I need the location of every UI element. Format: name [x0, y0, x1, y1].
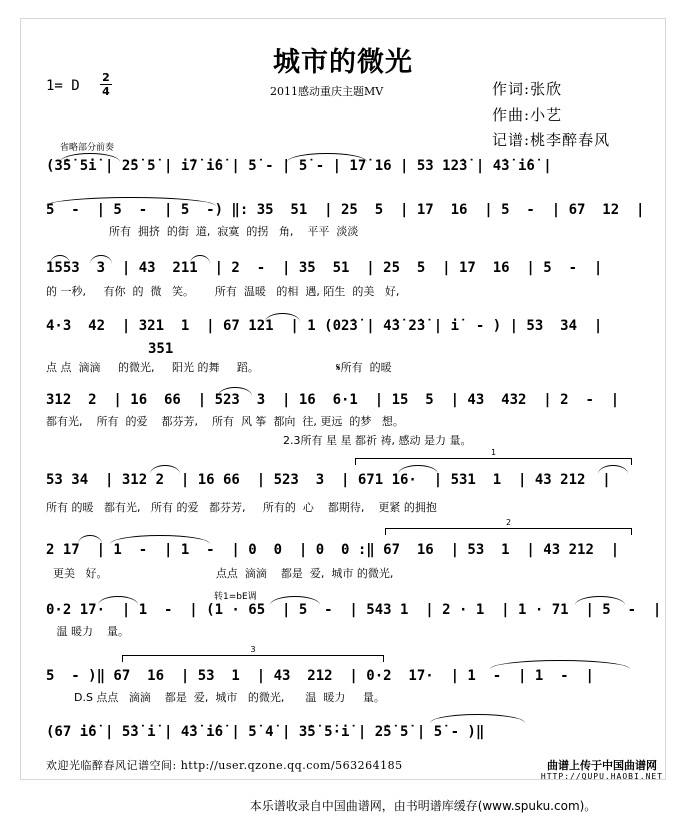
notation-row-7: 2 17 | 1 - | 1 - | 0 0 | 0 0 :‖ 67 16 | 53 1 | 43 212 |: [46, 542, 620, 558]
notation-row-10: (67 i̇6̇ | 5̇3̇ i̇ | 4̇3̇ i̇6̇ | 5̇ 4̇ | 3̇5̇ 5̇·i̇ | 2̇5̇ 5̇ | 5̇ - )‖: [46, 724, 485, 740]
credit-label: 作词:: [492, 80, 531, 98]
lyric-row-3: 的 一秒, 有你 的 微 笑。 所有 温暖 的相 遇, 陌生 的美 好,: [46, 285, 400, 298]
lyric-row-7: 更美 好。 点点 滴滴 都是 爱, 城市 的微光,: [46, 567, 394, 580]
credit-name: 小艺: [530, 106, 563, 124]
notation-row-3: 1553 3 | 43 211 | 2 - | 35 51 | 25 5 | 17 16 | 5 - |: [46, 260, 603, 276]
alt-notes: 351: [148, 341, 174, 357]
song-title: 城市的微光: [273, 47, 413, 78]
lyric-row-6: 所有 的暖 都有光, 所有 的爱 都芬芳, 所有的 心 都期待, 更紧 的拥抱: [46, 501, 437, 514]
notation-row-5: 312 2 | 16 66 | 523 3 | 16 6·1 | 15 5 | 43 432 | 2 - |: [46, 392, 620, 408]
lyric-row-2: 所有 拥挤 的街 道, 寂寞 的拐 角, 平平 淡淡: [46, 225, 359, 238]
lyric-row-5: 都有光, 所有 的爱 都芬芳, 所有 风 筝 都向 往, 更远 的梦 想。: [46, 415, 404, 428]
volta-bracket-1: 1: [355, 458, 632, 465]
credit-label: 作曲:: [492, 106, 531, 124]
stamp-line-2: HTTP://QUPU.HAOBI.NET: [540, 772, 664, 781]
credit-name: 张欣: [530, 80, 563, 98]
lyric-row-9: D.S 点点 滴滴 都是 爱, 城市 的微光, 温 暖力 量。: [46, 691, 385, 704]
key-signature: 1= D: [46, 78, 80, 94]
transcriber-credit: [492, 129, 610, 150]
notation-row-1: (3̇5̇ 5̇i̇ | 2̇5̇ 5̇ | i̇7̇ i̇6̇ | 5̇ - | 5̇ - | 17̇ 16 | 53 12̇3̇ | 4̇3̇ i̇6̇ |: [46, 158, 552, 174]
notation-row-6: 53 34 | 312 2 | 16 66 | 523 3 | 671 16· | 531 1 | 43 212 |: [46, 472, 611, 488]
volta-bracket-2: 2: [385, 528, 632, 535]
volta-bracket-3: 3: [122, 655, 384, 662]
time-signature-bottom: 4: [102, 85, 110, 98]
omit-intro-note: 省略部分前奏: [60, 143, 115, 153]
lyric-row-8: 温 暖力 量。: [46, 625, 129, 638]
verse-3-lyrics: 2.3所有 星 星 都祈 祷, 感动 是力 量。: [283, 434, 472, 447]
lyric-row-4: 点 点 滴滴 的微光, 阳光 的舞 蹈。 𝄋所有 的暖: [46, 361, 392, 374]
lyricist-credit: [492, 78, 562, 99]
modulation-note: 转1=bE调: [214, 592, 257, 602]
footer-text: 欢迎光临醉春风记谱空间: http://user.qzone.qq.com/563264185: [46, 759, 403, 772]
stamp-line-1: 曲谱上传于中国曲谱网: [547, 759, 657, 772]
notation-row-8: 0·2 17· | 1 - | (1 · 65 | 5 - | 543 1 | 2 · 1 | 1 · 71 | 5 - |: [46, 602, 662, 618]
song-subtitle: 2011感动重庆主题MV: [270, 85, 384, 98]
time-signature-top: 2: [102, 71, 110, 84]
notation-row-9: 5 - )‖ 67 16 | 53 1 | 43 212 | 0·2 17· | 1 - | 1 - |: [46, 668, 594, 684]
bottom-note: 本乐谱收录自中国曲谱网，由书明谱库缓存(www.spuku.com)。: [249, 799, 597, 813]
composer-credit: [492, 104, 562, 125]
credit-name: 桃李醉春风: [530, 131, 611, 149]
credit-label: 记谱:: [492, 131, 531, 149]
time-signature: [100, 72, 112, 97]
site-stamp: [537, 760, 667, 782]
notation-row-2: 5 - | 5 - | 5 -) ‖: 35 51 | 25 5 | 17 16 | 5 - | 67 12 |: [46, 202, 645, 218]
notation-row-4: 4·3 42 | 321 1 | 67 121 | 1 (02̇3̇ | 4̇3̇ 2̇3̇ | i̇ - ) | 53 34 |: [46, 318, 603, 334]
